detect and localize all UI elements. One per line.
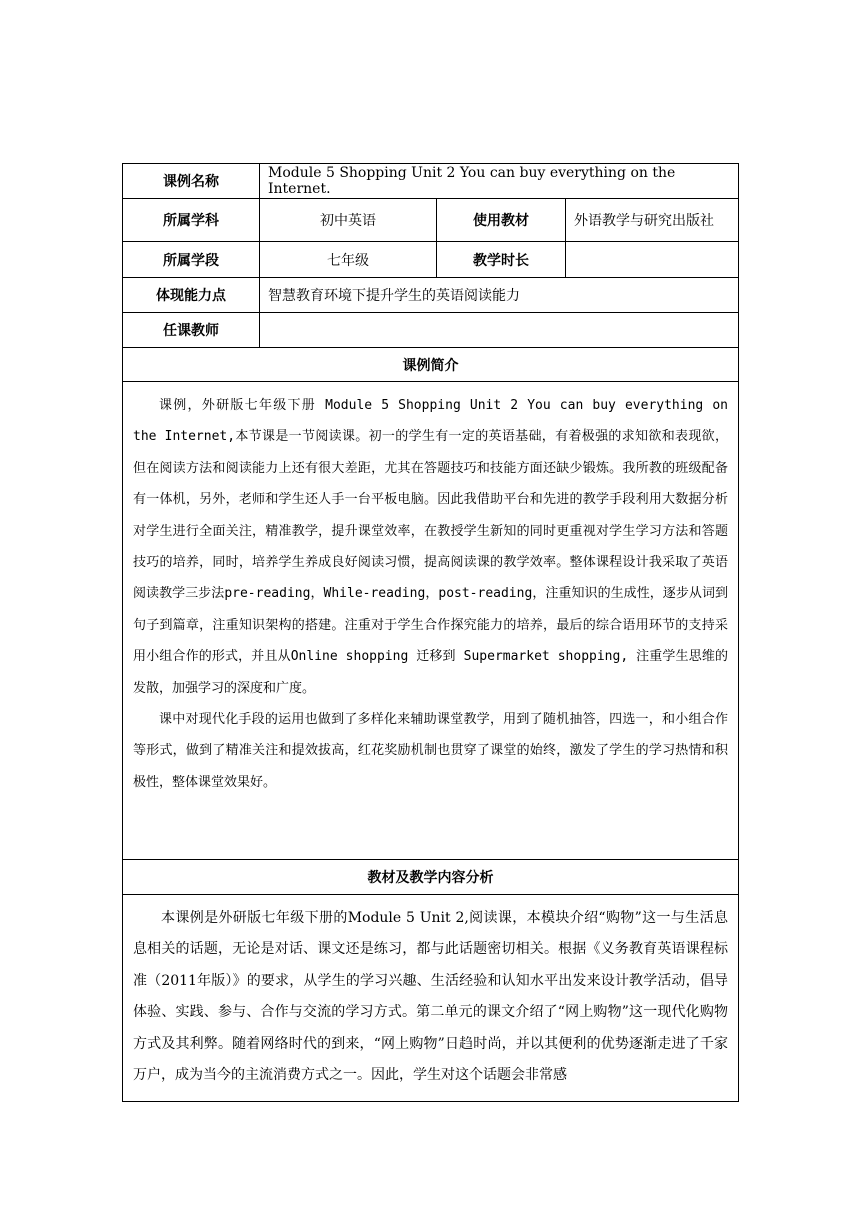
row-ability	[123, 278, 739, 313]
intro-body	[123, 382, 739, 860]
intro-paragraph-2: 课中对现代化手段的运用也做到了多样化来辅助课堂教学，用到了随机抽答，四选一，和小组合作等形式，做到了精准关注和提效拔高，红花奖励机制也贯穿了课堂的始终，激发了学生的学习热情和积极性，整体课堂效果好。	[133, 712, 728, 790]
teacher-value	[260, 313, 739, 348]
row-course-name	[123, 164, 739, 199]
grade-value: 七年级	[260, 242, 437, 278]
row-grade	[123, 242, 739, 278]
textbook-value: 外语教学与研究出版社	[566, 199, 739, 242]
row-intro-title	[123, 348, 739, 382]
intro-section-title: 课例简介	[123, 348, 739, 382]
analysis-paragraph-1: 本课例是外研版七年级下册的Module 5 Unit 2,阅读课，本模块介绍“购物”这一与生活息息相关的话题，无论是对话、课文还是练习，都与此话题密切相关。根据《义务教育英语课程标准（2011年版）》的要求，从学生的学习兴趣、生活经验和认知水平出发来设计教学活动，倡导体验、实践、参与、合作与交流的学习方式。第二单元的课文介绍了“网上购物”这一现代化购物方式及其利弊。随着网络时代的到来，“网上购物”日趋时尚，并以其便利的优势逐渐走进了千家万户，成为当今的主流消费方式之一。因此，学生对这个话题会非常感	[133, 910, 728, 1084]
row-analysis-body	[123, 895, 739, 1102]
row-analysis-title	[123, 860, 739, 895]
duration-value	[566, 242, 739, 278]
duration-label: 教学时长	[437, 242, 566, 278]
teacher-label: 任课教师	[123, 313, 260, 348]
lesson-info-table	[122, 163, 739, 1102]
row-teacher	[123, 313, 739, 348]
course-name-label: 课例名称	[123, 164, 260, 199]
grade-label: 所属学段	[123, 242, 260, 278]
intro-paragraph-1: 课例，外研版七年级下册 Module 5 Shopping Unit 2 You can buy everything on the Internet,本节课是一节阅读课。初一的学生有一定的英语基础，有着极强的求知欲和表现欲，但在阅读方法和阅读能力上还有很大差距，尤其在答题技巧和技能方面还缺少锻炼。我所教的班级配备有一体机，另外，老师和学生还人手一台平板电脑。因此我借助平台和先进的教学手段利用大数据分析对学生进行全面关注，精准教学，提升课堂效率，在教授学生新知的同时更重视对学生学习方法和答题技巧的培养，同时，培养学生养成良好阅读习惯，提高阅读课的教学效率。整体课程设计我采取了英语阅读教学三步法pre-reading，While-reading，post-reading，注重知识的生成性，逐步从词到句子到篇章，注重知识架构的搭建。注重对于学生合作探究能力的培养，最后的综合语用环节的支持采用小组合作的形式，并且从Online shopping 迁移到 Supermarket shopping, 注重学生思维的发散，加强学习的深度和广度。	[133, 398, 728, 696]
course-name-value: Module 5 Shopping Unit 2 You can buy everything on the Internet.	[260, 164, 739, 199]
row-subject	[123, 199, 739, 242]
row-intro-body	[123, 382, 739, 860]
ability-value: 智慧教育环境下提升学生的英语阅读能力	[260, 278, 739, 313]
textbook-label: 使用教材	[437, 199, 566, 242]
subject-value: 初中英语	[260, 199, 437, 242]
analysis-section-title: 教材及教学内容分析	[123, 860, 739, 895]
subject-label: 所属学科	[123, 199, 260, 242]
ability-label: 体现能力点	[123, 278, 260, 313]
analysis-body	[123, 895, 739, 1102]
